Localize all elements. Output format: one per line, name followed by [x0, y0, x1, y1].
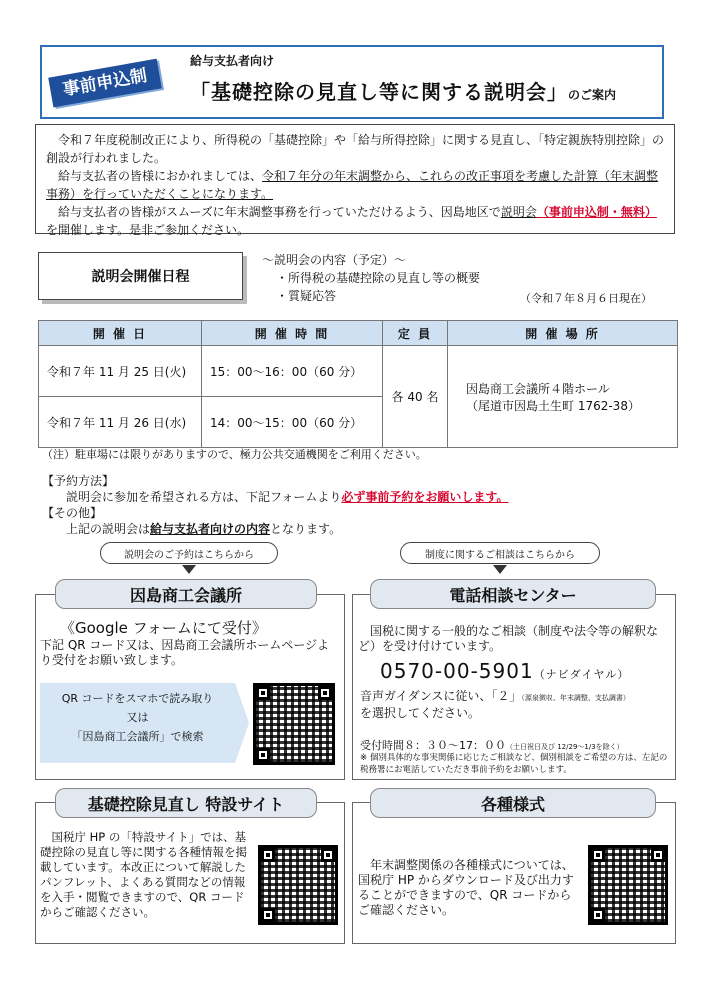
method-text: 説明会に参加を希望される方は、下記フォームより	[66, 490, 342, 504]
venue-address: （尾道市因島土生町 1762-38）	[466, 398, 640, 413]
consult-note: ※ 個別具体的な事実関係に応じたご相談など、個別相談をご希望の方は、左記の税務署にお電話していただき事前予約をお願いします。	[360, 753, 668, 775]
forms-qr-code[interactable]	[588, 845, 668, 925]
forms-text: 年末調整関係の各種様式については、国税庁 HP からダウンロード及び出力することができますので、QR コードからご確認ください。	[358, 858, 574, 917]
callout-line-2: 又は	[126, 711, 149, 724]
qr-callout	[40, 683, 235, 763]
guide-small: （源泉徴収、年末調整、支払調書）	[521, 694, 630, 702]
parking-note: （注）駐車場には限りがありますので、極力公共交通機関をご利用ください。	[42, 448, 427, 461]
callout-line-3: 「因島商工会議所」で検索	[71, 730, 204, 743]
special-site-title: 基礎控除見直し 特設サイト	[55, 788, 317, 818]
venue-name: 因島商工会議所４階ホール	[466, 381, 610, 396]
phone-number[interactable]: 0570-00-5901	[380, 659, 534, 683]
intro-paragraph-1: 令和７年度税制改正により、所得税の「基礎控除」や「給与所得控除」に関する見直し、「特定親族特別控除」の創設が行われました。	[46, 133, 665, 165]
hours: 受付時間８：３０～17：００	[360, 739, 506, 752]
forms-title: 各種様式	[370, 788, 656, 818]
other-text-emph: 給与支払者向けの内容	[150, 522, 271, 536]
intro-p2-underlined: 令和７年分の年末調整から、これらの改正事項を考慮した計算（年末調整事務）を行っていただくことになります。	[46, 169, 659, 201]
col-capacity: 定 員	[383, 321, 448, 346]
voice-guide-text	[360, 689, 674, 721]
capacity-cell: 各 40 名	[383, 346, 448, 448]
callout-arrow-icon	[235, 683, 249, 763]
application-section	[42, 473, 508, 537]
intro-p3-free: （事前申込制・無料）	[536, 205, 657, 219]
other-line	[42, 521, 508, 537]
intro-p3-tail: を開催します。是非ご参加ください。	[46, 223, 250, 237]
venue-cell	[448, 346, 678, 448]
header-subtitle: 給与支払者向け	[190, 54, 275, 68]
preregistration-badge: 事前申込制	[48, 59, 162, 108]
navi-dial-tag: （ナビダイヤル）	[533, 668, 630, 681]
guide-lead: 音声ガイダンスに従い、「２」	[360, 689, 522, 703]
special-site-text: 国税庁 HP の「特設サイト」では、基礎控除の見直し等に関する各種情報を掲載しています。本改正について解説したパンフレット、よくある質問などの情報を入手・閲覧できますので、QR コードからご確認ください。	[40, 830, 247, 919]
other-text-lead: 上記の説明会は	[66, 522, 151, 536]
intro-paragraph-3	[46, 203, 664, 239]
guide-tail: を選択してください。	[360, 706, 481, 720]
page-title	[190, 76, 616, 105]
table-row	[39, 346, 678, 397]
down-arrow-icon	[182, 565, 196, 574]
intro-p3-lead: 給与支払者の皆様がスムーズに年末調整事務を行っていただけるよう、因島地区で	[58, 205, 501, 219]
content-item-qa: ・質疑応答	[276, 289, 337, 303]
consult-pill: 制度に関するご相談はこちらから	[400, 542, 600, 564]
col-date: 開 催 日	[39, 321, 202, 346]
col-time: 開 催 時 間	[202, 321, 383, 346]
row-date: 令和７年 11 月 26 日(水)	[39, 397, 202, 448]
row-time: 14：00～15：00（60 分）	[202, 397, 383, 448]
table-header-row	[39, 321, 678, 346]
title-text: 「基礎控除の見直し等に関する説明会」	[190, 80, 568, 104]
row-date: 令和７年 11 月 25 日(火)	[39, 346, 202, 397]
title-tail: のご案内	[568, 88, 617, 102]
method-line	[42, 489, 508, 505]
intro-paragraph-2	[46, 167, 664, 203]
callout-line-1: QR コードをスマホで読み取り	[61, 692, 214, 705]
phone-center-title: 電話相談センター	[370, 579, 656, 609]
as-of-date: （令和７年８月６日現在）	[520, 292, 652, 305]
row-time: 15：00～16：00（60 分）	[202, 346, 383, 397]
hours-note: （土日祝日及び 12/29～1/3を除く）	[506, 743, 624, 751]
content-item-overview: ・所得税の基礎控除の見直し等の概要	[276, 271, 481, 285]
intro-box	[35, 124, 675, 237]
phone-center-text: 国税に関する一般的なご相談（制度や法令等の解釈など）を受け付けています。	[358, 624, 659, 653]
special-site-qr-code[interactable]	[258, 845, 338, 925]
method-label: 【予約方法】	[42, 474, 115, 488]
other-text-tail: となります。	[270, 522, 342, 536]
phone-number-line	[380, 659, 629, 683]
content-heading: ～説明会の内容（予定）～	[262, 253, 407, 267]
google-form-heading: 《Google フォームにて受付》	[60, 619, 267, 637]
chamber-title: 因島商工会議所	[55, 579, 317, 609]
chamber-qr-code[interactable]	[253, 683, 335, 765]
reservation-pill: 説明会のご予約はこちらから	[100, 542, 278, 564]
other-label: 【その他】	[42, 506, 103, 520]
chamber-text: 下記 QR コード又は、因島商工会議所ホームページより受付をお願い致します。	[40, 638, 330, 667]
hours-line	[360, 737, 624, 753]
schedule-title: 説明会開催日程	[38, 252, 243, 300]
col-venue: 開 催 場 所	[448, 321, 678, 346]
method-emphasis: 必ず事前予約をお願いします。	[341, 490, 509, 504]
intro-p2-lead: 給与支払者の皆様におかれましては、	[58, 169, 263, 183]
down-arrow-icon	[493, 565, 507, 574]
schedule-table	[38, 320, 678, 448]
intro-p3-seminar: 説明会	[500, 205, 537, 219]
